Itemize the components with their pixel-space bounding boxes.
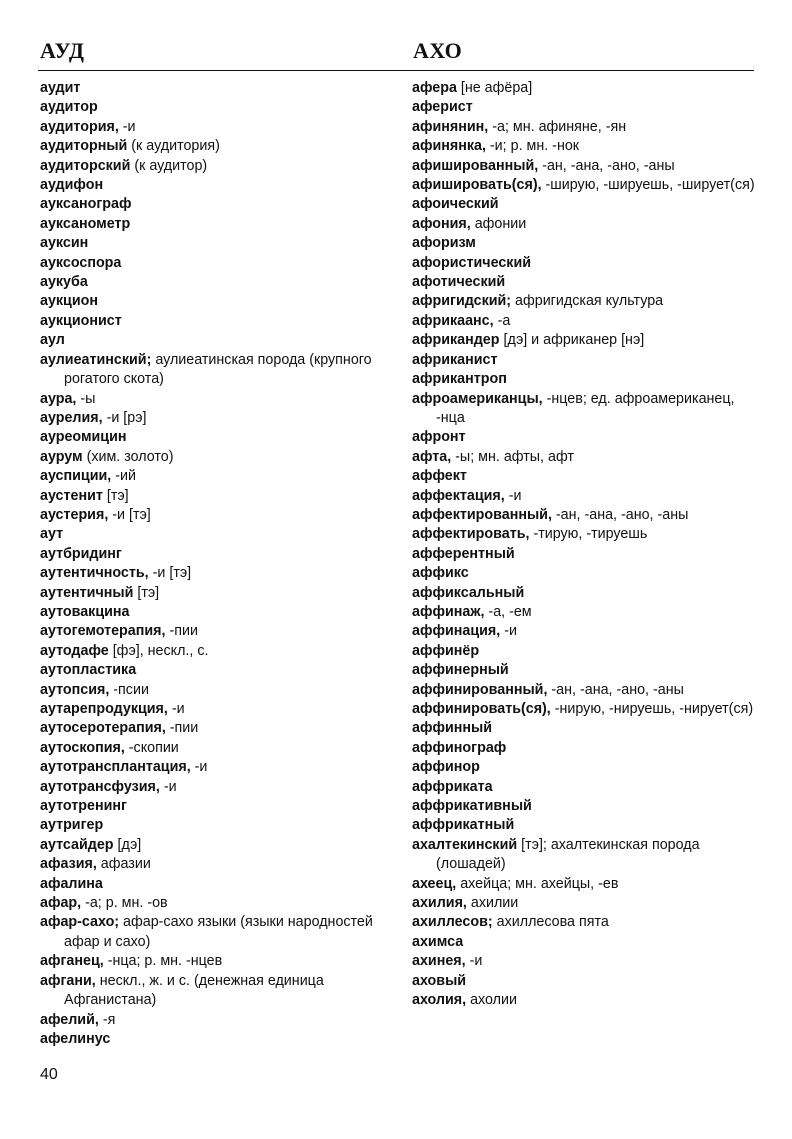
dictionary-entry: [40, 719, 392, 738]
entry-headword: аутарепродукция,: [40, 701, 168, 717]
entry-headword: африканист: [412, 351, 498, 368]
entry-headword: ауксанометр: [40, 215, 131, 232]
dictionary-entry: [40, 855, 392, 874]
dictionary-entry: [412, 525, 764, 544]
entry-headword: аудиторский: [40, 157, 131, 174]
dictionary-entry: [40, 622, 392, 641]
dictionary-entry: [412, 118, 764, 137]
dictionary-entry: [40, 157, 392, 176]
entry-body: -пии: [165, 720, 199, 737]
entry-body: -и; р. мн. -нок: [485, 138, 580, 155]
entry-headword: аутригер: [40, 817, 104, 834]
entry-headword: ауксин: [40, 235, 89, 252]
dictionary-entry: [40, 254, 392, 273]
entry-body: -ан, -ана, -ано, -аны: [538, 157, 675, 174]
entry-headword: ауреомицин: [40, 429, 127, 446]
entry-body: -и [тэ]: [108, 506, 151, 523]
entry-headword: аудитор: [40, 99, 98, 116]
entry-headword: аффинограф: [412, 739, 507, 756]
dictionary-entry: [40, 875, 392, 894]
dictionary-entry: [40, 584, 392, 603]
dictionary-entry: [40, 1030, 392, 1049]
dictionary-entry: [40, 778, 392, 797]
entry-headword: аховый: [412, 972, 467, 989]
dictionary-entry: [412, 79, 764, 98]
entry-headword: аффинация,: [412, 623, 501, 640]
entry-headword: аукцион: [40, 293, 99, 310]
entry-body: -и: [500, 623, 517, 640]
dictionary-entry: [412, 758, 764, 777]
dictionary-entry: [412, 719, 764, 738]
entry-body: -пии: [165, 623, 198, 640]
dictionary-entry: [412, 778, 764, 797]
entry-headword: аффектировать,: [412, 526, 530, 543]
entry-body: [дэ]: [113, 836, 142, 853]
entry-body: -нирую, -нируешь, -нирует(ся): [550, 701, 754, 717]
entry-body: [фэ], нескл., с.: [108, 642, 209, 659]
dictionary-entry: [412, 681, 764, 700]
entry-headword: афористический: [412, 254, 532, 271]
dictionary-entry: [412, 584, 764, 603]
dictionary-entry: [412, 836, 764, 875]
entry-headword: африкандер: [412, 332, 500, 349]
dictionary-entry: [40, 836, 392, 855]
entry-body: -нца; р. мн. -нцев: [103, 953, 223, 970]
dictionary-entry: [412, 506, 764, 525]
entry-headword: аффинаж,: [412, 603, 485, 620]
entry-headword: аутотренинг: [40, 798, 127, 815]
entry-headword: афотический: [412, 274, 506, 291]
entry-headword: аутопластика: [40, 662, 137, 679]
dictionary-entry: [40, 79, 392, 98]
dictionary-entry: [412, 913, 764, 932]
dictionary-entry: [412, 467, 764, 486]
dictionary-entry: [412, 972, 764, 991]
entry-headword: аффинированный,: [412, 681, 548, 698]
dictionary-entry: [40, 816, 392, 835]
entry-headword: аура,: [40, 390, 77, 407]
dictionary-entry: [412, 390, 764, 429]
dictionary-entry: [412, 661, 764, 680]
dictionary-entry: [412, 292, 764, 311]
dictionary-entry: [412, 545, 764, 564]
entry-headword: афинянин,: [412, 118, 489, 135]
entry-headword: аффинёр: [412, 642, 480, 659]
dictionary-entry: [412, 157, 764, 176]
dictionary-entry: [40, 972, 392, 1011]
dictionary-entry: [412, 991, 764, 1010]
dictionary-entry: [412, 622, 764, 641]
dictionary-entry: [40, 603, 392, 622]
dictionary-entry: [40, 428, 392, 447]
dictionary-entry: [40, 351, 392, 390]
entry-body: -а; р. мн. -ов: [81, 895, 168, 912]
entry-headword: ахиллесов;: [412, 914, 493, 931]
entry-body: -ий: [111, 468, 136, 485]
dictionary-entry: [40, 913, 392, 952]
entry-body: ахейца; мн. ахейцы, -ев: [456, 875, 619, 892]
entry-headword: аукуба: [40, 274, 88, 291]
entry-headword: аудитория,: [40, 118, 119, 135]
dictionary-entry: [412, 797, 764, 816]
entry-body: -ы; мн. афты, афт: [451, 448, 574, 465]
entry-headword: аутоскопия,: [40, 739, 125, 756]
entry-headword: аутсайдер: [40, 836, 114, 853]
entry-headword: аутогемотерапия,: [40, 623, 166, 640]
dictionary-entry: [40, 215, 392, 234]
dictionary-entry: [40, 273, 392, 292]
dictionary-entry: [40, 487, 392, 506]
dictionary-entry: [412, 564, 764, 583]
dictionary-entry: [40, 195, 392, 214]
entry-headword: аудифон: [40, 177, 104, 194]
entry-headword: аффект: [412, 468, 467, 485]
entry-body: -ы: [76, 390, 96, 407]
dictionary-entry: [412, 952, 764, 971]
entry-body: -и: [504, 487, 522, 504]
dictionary-entry: [412, 894, 764, 913]
entry-headword: афишированный,: [412, 157, 539, 174]
entry-headword: афелий,: [40, 1011, 99, 1028]
entry-body: ахилии: [466, 895, 519, 912]
entry-headword: аффикс: [412, 565, 469, 582]
entry-headword: аутотрансфузия,: [40, 778, 160, 795]
entry-headword: аффиксальный: [412, 584, 525, 601]
entry-body: -и [тэ]: [148, 565, 192, 582]
entry-body: -и [рэ]: [102, 409, 147, 426]
dictionary-entry: [40, 758, 392, 777]
header-rule: [38, 70, 754, 71]
dictionary-entry: [412, 933, 764, 952]
dictionary-entry: [412, 448, 764, 467]
dictionary-entry: [412, 195, 764, 214]
entry-headword: афоический: [412, 196, 499, 213]
entry-headword: ауксоспора: [40, 254, 122, 271]
entry-body: -а; мн. афиняне, -ян: [488, 118, 627, 135]
entry-headword: аффектация,: [412, 487, 505, 504]
entry-body: [тэ]; ахалтекинская порода (лошадей): [436, 836, 700, 873]
entry-body: -скопии: [124, 739, 179, 756]
entry-headword: ахеец,: [412, 875, 457, 892]
dictionary-entry: [40, 700, 392, 719]
entry-body: -а: [493, 312, 511, 329]
dictionary-entry: [40, 331, 392, 350]
entry-headword: африкантроп: [412, 371, 507, 388]
entry-headword: афронт: [412, 429, 466, 446]
entry-headword: аудит: [40, 80, 81, 96]
entry-body: (хим. золото): [82, 448, 174, 465]
entry-headword: аустерия,: [40, 506, 109, 523]
entry-body: -нцев; ед. афроамериканец, -нца: [436, 390, 735, 426]
dictionary-entry: [40, 448, 392, 467]
entry-body: -ан, -ана, -ано, -аны: [547, 681, 684, 698]
entry-headword: афера: [412, 80, 457, 96]
entry-headword: афалина: [40, 875, 103, 892]
entry-headword: аутентичность,: [40, 565, 149, 582]
entry-headword: аффинировать(ся),: [412, 701, 551, 717]
entry-body: [не афёра]: [456, 80, 533, 96]
entry-body: -и: [159, 778, 177, 795]
entry-headword: аффинор: [412, 759, 480, 776]
dictionary-entry: [412, 603, 764, 622]
dictionary-entry: [40, 739, 392, 758]
dictionary-entry: [40, 894, 392, 913]
entry-headword: афоризм: [412, 235, 476, 252]
entry-headword: афар,: [40, 895, 82, 912]
dictionary-entry: [412, 137, 764, 156]
entry-headword: аффинный: [412, 720, 493, 737]
dictionary-entry: [40, 292, 392, 311]
entry-body: -я: [98, 1011, 116, 1028]
entry-headword: аулиеатинский;: [40, 351, 152, 368]
entry-headword: ахинея,: [412, 953, 466, 970]
dictionary-entry: [412, 98, 764, 117]
dictionary-entry: [40, 564, 392, 583]
entry-headword: аут: [40, 526, 64, 543]
entry-headword: афферентный: [412, 545, 515, 562]
dictionary-entry: [40, 681, 392, 700]
dictionary-entry: [412, 331, 764, 350]
dictionary-entry: [40, 952, 392, 971]
entry-headword: ахалтекинский: [412, 836, 518, 853]
entry-headword: афар-сахо;: [40, 914, 120, 931]
entry-body: афригидская культура: [511, 293, 664, 310]
entry-headword: аутотрансплантация,: [40, 759, 191, 776]
dictionary-entry: [412, 312, 764, 331]
dictionary-entry: [40, 467, 392, 486]
dictionary-entry: [40, 642, 392, 661]
entry-body: [тэ]: [133, 584, 160, 601]
entry-headword: аффриката: [412, 778, 493, 795]
entry-headword: аустенит: [40, 487, 103, 504]
header-right-word: АХО: [413, 38, 463, 63]
entry-headword: аффектированный,: [412, 506, 552, 523]
dictionary-entry: [412, 215, 764, 234]
entry-body: афонии: [470, 215, 527, 232]
entry-body: -и: [465, 953, 483, 970]
entry-headword: аутентичный: [40, 584, 134, 601]
entry-body: -тирую, -тируешь: [529, 526, 648, 543]
entry-headword: аутбридинг: [40, 545, 122, 562]
left-column: [40, 79, 392, 1049]
entry-headword: афганец,: [40, 953, 104, 970]
entry-body: нескл., ж. и с. (денежная единица Афганистана): [64, 972, 324, 1009]
entry-headword: афинянка,: [412, 138, 486, 155]
entry-body: афазии: [96, 856, 151, 873]
entry-headword: афелинус: [40, 1030, 111, 1047]
dictionary-entry: [412, 254, 764, 273]
dictionary-entry: [412, 816, 764, 835]
entry-headword: афроамериканцы,: [412, 390, 543, 407]
entry-body: -и: [190, 759, 208, 776]
entry-body: аулиеатинская порода (крупного рогатого скота): [64, 351, 372, 388]
entry-headword: ахилия,: [412, 895, 467, 912]
dictionary-entry: [412, 642, 764, 661]
header-left-word: АУД: [40, 38, 85, 63]
entry-body: (к аудитория): [127, 138, 220, 155]
entry-headword: аурум: [40, 448, 83, 465]
entry-headword: аутодафе: [40, 642, 109, 659]
dictionary-entry: [40, 312, 392, 331]
dictionary-entry: [40, 506, 392, 525]
dictionary-entry: [412, 351, 764, 370]
entry-headword: ауспиции,: [40, 468, 112, 485]
dictionary-entry: [412, 739, 764, 758]
entry-body: (к аудитор): [130, 157, 208, 174]
entry-body: -и: [118, 118, 136, 135]
entry-headword: африкаанс,: [412, 312, 494, 329]
entry-body: -а, -ем: [484, 603, 532, 620]
dictionary-entry: [40, 98, 392, 117]
dictionary-entry: [40, 797, 392, 816]
entry-headword: аффрикативный: [412, 798, 532, 815]
entry-headword: ахимса: [412, 933, 464, 950]
entry-headword: аффинерный: [412, 662, 509, 679]
entry-body: [дэ] и африканер [нэ]: [499, 332, 645, 349]
dictionary-entry: [40, 390, 392, 409]
entry-body: -ширую, -шируешь, -ширует(ся): [541, 177, 755, 194]
entry-headword: аурелия,: [40, 409, 103, 426]
entry-headword: афригидский;: [412, 293, 512, 310]
entry-body: ахолии: [466, 992, 517, 1009]
dictionary-entry: [412, 273, 764, 292]
running-header: [38, 38, 754, 72]
entry-headword: афишировать(ся),: [412, 177, 542, 194]
dictionary-entry: [412, 370, 764, 389]
entry-headword: аферист: [412, 99, 473, 116]
entry-headword: афгани,: [40, 972, 96, 989]
entry-headword: ахолия,: [412, 992, 467, 1009]
entry-headword: афазия,: [40, 856, 97, 873]
right-column: [412, 79, 764, 1011]
entry-headword: аукционист: [40, 312, 122, 329]
dictionary-entry: [412, 428, 764, 447]
dictionary-entry: [40, 176, 392, 195]
page-number: 40: [40, 1066, 58, 1083]
entry-headword: афта,: [412, 448, 452, 465]
entry-body: -ан, -ана, -ано, -аны: [551, 506, 689, 523]
dictionary-entry: [412, 700, 764, 719]
dictionary-entry: [40, 545, 392, 564]
entry-body: -псии: [109, 681, 149, 698]
entry-headword: аффрикатный: [412, 817, 515, 834]
entry-headword: аул: [40, 332, 65, 349]
entry-headword: аутовакцина: [40, 603, 130, 620]
entry-headword: ауксанограф: [40, 196, 132, 213]
entry-body: афар-сахо языки (языки народностей афар и сахо): [64, 914, 373, 950]
dictionary-entry: [40, 137, 392, 156]
dictionary-entry: [40, 118, 392, 137]
dictionary-entry: [40, 409, 392, 428]
dictionary-entry: [412, 234, 764, 253]
entry-body: ахиллесова пята: [492, 914, 609, 931]
entry-body: [тэ]: [102, 487, 129, 504]
entry-body: -и: [167, 701, 185, 717]
dictionary-entry: [412, 176, 764, 195]
entry-headword: афония,: [412, 215, 471, 232]
dictionary-entry: [40, 234, 392, 253]
dictionary-entry: [412, 487, 764, 506]
entry-headword: аутопсия,: [40, 681, 110, 698]
dictionary-entry: [40, 1011, 392, 1030]
entry-headword: аудиторный: [40, 138, 128, 155]
entry-headword: аутосеротерапия,: [40, 720, 166, 737]
dictionary-entry: [40, 661, 392, 680]
dictionary-entry: [412, 875, 764, 894]
dictionary-entry: [40, 525, 392, 544]
